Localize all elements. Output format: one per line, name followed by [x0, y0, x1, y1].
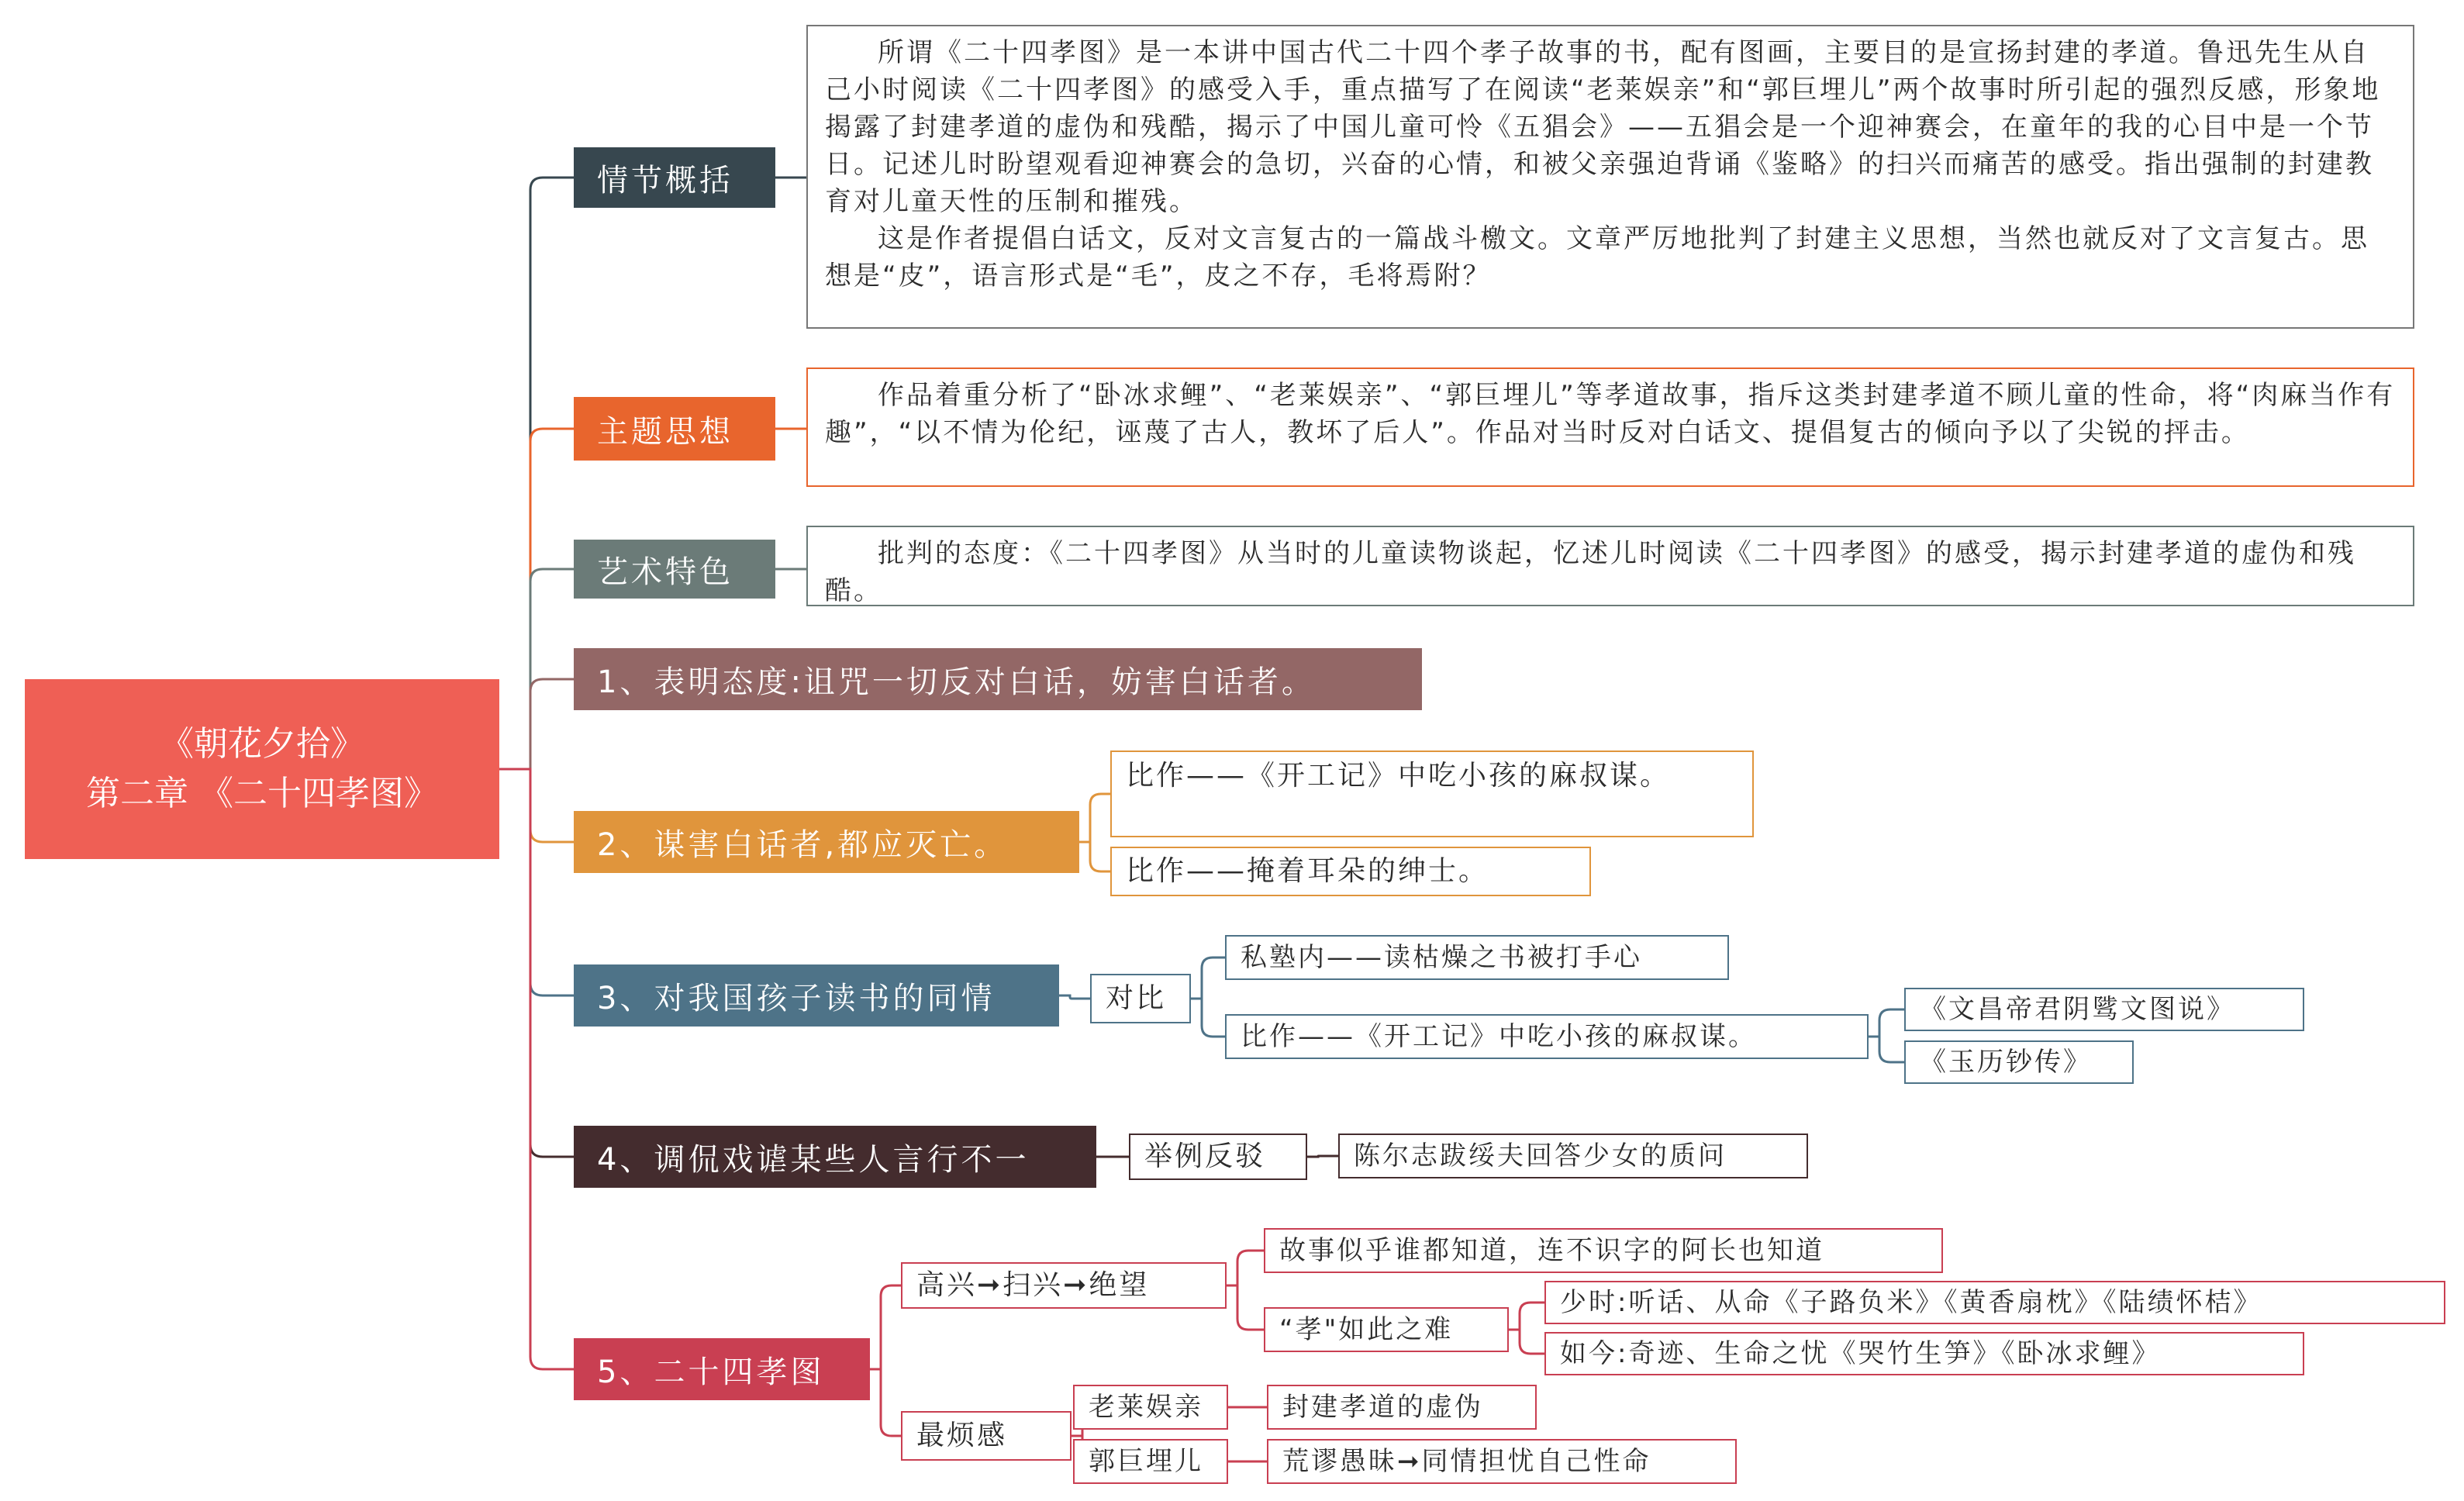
connector-root-b5: [499, 769, 574, 1369]
b5-childhood[interactable]: 少时:听话、从命《子路负米》《黄香扇枕》《陆绩怀桔》: [1544, 1281, 2445, 1324]
b3-book-yuli[interactable]: 《玉历钞传》: [1904, 1040, 2134, 1084]
branch-3-sympathy[interactable]: 3、对我国孩子读书的同情: [574, 964, 1059, 1027]
branch-theme[interactable]: 主题思想: [574, 397, 775, 461]
branch-1-attitude[interactable]: 1、表明态度:诅咒一切反对白话，妨害白话者。: [574, 648, 1422, 710]
connector-b3-c2a: [1869, 1009, 1904, 1037]
root-topic[interactable]: [25, 679, 499, 859]
connector-b4-leaf: [1307, 1156, 1338, 1157]
b5-laolai-hypocrisy[interactable]: 封建孝道的虚伪: [1267, 1385, 1537, 1430]
b5-guoju[interactable]: 郭巨埋儿: [1073, 1439, 1228, 1484]
connector-b3-c2b: [1869, 1037, 1904, 1062]
art-paragraph: 批判的态度：《二十四孝图》从当时的儿童读物谈起，忆述儿时阅读《二十四孝图》的感受，揭示封建孝道的虚伪和残酷。: [825, 538, 2356, 606]
connector-b5-s1: [870, 1285, 901, 1369]
connector-b5-s1b: [1227, 1285, 1264, 1330]
plot-paragraph-1: 所谓《二十四孝图》是一本讲中国古代二十四个孝子故事的书，配有图画，主要目的是宣扬封建的孝道。鲁迅先生从自己小时阅读《二十四孝图》的感受入手，重点描写了在阅读“老莱娱亲”和“郭巨埋儿”两个故事时所引起的强烈反感，形象地揭露了封建孝道的虚伪和残酷，揭示了中国儿童可怜《五猖会》——五猖会是一个迎神赛会，在童年的我的心目中是一个节日。记述儿时盼望观看迎神赛会的急切，兴奋的心情，和被父亲强迫背诵《鉴略》的扫兴而痛苦的感受。指出强制的封建教育对儿童天性的压制和摧残。: [825, 37, 2381, 217]
b5-most-disgusting[interactable]: 最烦感: [901, 1411, 1072, 1461]
theme-paragraph: 作品着重分析了“卧冰求鲤”、“老莱娱亲”、“郭巨埋儿”等孝道故事，指斥这类封建孝道不顾儿童的性命，将“肉麻当作有趣”，“以不情为伦纪，诬蔑了古人，教坏了后人”。作品对当时反对白话文、提倡复古的倾向予以了尖锐的抨击。: [825, 380, 2396, 448]
plot-paragraph-2: 这是作者提倡白话文，反对文言复古的一篇战斗檄文。文章严厉地批判了封建主义思想，当然也就反对了文言复古。思想是“皮”，语言形式是“毛”，皮之不存，毛将焉附？: [825, 223, 2369, 292]
b4-answer[interactable]: 陈尔志跋绥夫回答少女的质问: [1338, 1134, 1808, 1178]
branch-art-features[interactable]: 艺术特色: [574, 540, 775, 599]
b3-contrast[interactable]: 对比: [1090, 974, 1191, 1023]
connector-root-b3: [499, 769, 574, 995]
b2-compare-2[interactable]: 比作——掩着耳朵的绅士。: [1110, 847, 1591, 896]
connector-root-art: [499, 569, 574, 769]
connector-root-theme: [499, 429, 574, 769]
b5-filial-hard[interactable]: “孝"如此之难: [1264, 1307, 1509, 1352]
plot-summary-text: [806, 25, 2414, 329]
connector-b5-s2: [870, 1369, 901, 1436]
connector-b3-mid: [1059, 995, 1090, 999]
connector-root-b1: [499, 679, 574, 769]
b5-laolai[interactable]: 老莱娱亲: [1073, 1385, 1228, 1430]
connector-b2-c1: [1079, 794, 1110, 842]
art-text: [806, 526, 2414, 606]
connector-b5-s1b1: [1509, 1303, 1544, 1330]
connector-b2-c2: [1079, 842, 1110, 871]
branch-5-filial-pictures[interactable]: 5、二十四孝图: [574, 1338, 870, 1400]
b5-guoju-sympathy[interactable]: 荒谬愚昧➞同情担忧自己性命: [1267, 1439, 1737, 1484]
b4-refute-example[interactable]: 举例反驳: [1129, 1134, 1307, 1180]
connector-b3-c2: [1191, 999, 1225, 1037]
b3-compare[interactable]: 比作——《开工记》中吃小孩的麻叔谋。: [1225, 1014, 1869, 1059]
branch-4-mockery[interactable]: 4、调侃戏谑某些人言行不一: [574, 1126, 1096, 1188]
b2-compare-1[interactable]: 比作——《开工记》中吃小孩的麻叔谋。: [1110, 750, 1754, 837]
root-title-line2: 第二章 《二十四孝图》: [86, 774, 438, 813]
connector-root-b4: [499, 769, 574, 1157]
theme-text: [806, 367, 2414, 487]
root-title-line1: 《朝花夕拾》: [160, 724, 364, 764]
b5-joy-to-despair[interactable]: 高兴➞扫兴➞绝望: [901, 1262, 1227, 1309]
connector-b5-s1b2: [1509, 1330, 1544, 1354]
branch-2-doom[interactable]: 2、谋害白话者,都应灭亡。: [574, 811, 1079, 873]
connector-b3-c1: [1191, 958, 1225, 999]
b5-nowadays[interactable]: 如今:奇迹、生命之忧《哭竹生笋》《卧冰求鲤》: [1544, 1332, 2304, 1375]
connector-b5-s1a: [1227, 1251, 1264, 1285]
b3-book-wenchang[interactable]: 《文昌帝君阴骘文图说》: [1904, 988, 2304, 1031]
b5-everyone-knows[interactable]: 故事似乎谁都知道，连不识字的阿长也知道: [1264, 1228, 1943, 1273]
branch-plot-summary[interactable]: 情节概括: [574, 147, 775, 208]
connector-root-b2: [499, 769, 574, 842]
b3-private-school[interactable]: 私塾内——读枯燥之书被打手心: [1225, 935, 1729, 980]
